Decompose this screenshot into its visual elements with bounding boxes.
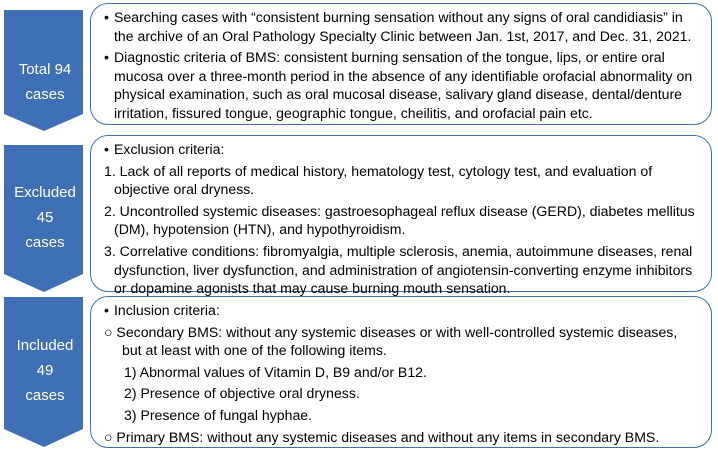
criteria-text: Diagnostic criteria of BMS: consistent burning sensation of the tongue, lips, or entire oral mucosa over a three-month period in the absence of any identifiable orofacial abnormality on physical examination, such as oral mucosal disease, salivary gland disease, dental/denture irritation, fissured tongue, geographic tongue, cheilitis, and orofacial pain etc. — [114, 49, 693, 121]
secondary-bms: ○ Secondary BMS: without any systemic diseases or with well-controlled systemic diseases, but at least with one of the following items. — [104, 323, 678, 359]
bullet-marker: • — [104, 9, 109, 25]
step-3-box — [90, 296, 712, 448]
bullet-marker: • — [104, 141, 109, 157]
exclusion-header-text: Exclusion criteria: — [114, 141, 225, 157]
step-1-label-line: Total 94 — [18, 61, 72, 78]
inclusion-header — [104, 301, 699, 320]
exclusion-item: 1. Lack of all reports of medical history, hematology test, cytology test, and evaluation of objective oral dryness. — [104, 162, 653, 198]
step-1-box — [90, 3, 712, 125]
step-2-box — [90, 135, 712, 297]
secondary-item: 1) Abnormal values of Vitamin D, B9 and/or B12. — [124, 363, 427, 380]
step-2-label-line: Excluded — [14, 184, 76, 201]
step-3-label — [10, 333, 80, 408]
exclusion-header — [104, 140, 699, 159]
exclusion-item: 3. Correlative conditions: fibromyalgia, multiple sclerosis, anemia, autoimmune diseases, renal dysfunction, liver dysfunction, and administration of angiotensin-converting enzyme inhibitors or dopamine agonists that may cause burning mouth sensation. — [104, 242, 693, 297]
step-3-label-line: cases — [25, 387, 65, 404]
primary-bms: ○ Primary BMS: without any systemic diseases and without any items in secondary BMS. — [104, 428, 660, 445]
step-2-label-line: 45 — [36, 209, 54, 226]
step-3-label-line: Included — [16, 337, 74, 354]
step-1-label — [10, 57, 80, 107]
step-2-label — [10, 180, 80, 255]
inclusion-header-text: Inclusion criteria: — [114, 302, 220, 318]
step-3-label-line: 49 — [36, 362, 54, 379]
step-1-label-line: cases — [25, 86, 65, 103]
secondary-item: 2) Presence of objective oral dryness. — [124, 385, 360, 402]
bullet-marker: • — [104, 302, 109, 318]
search-bullet — [104, 8, 699, 45]
exclusion-item: 2. Uncontrolled systemic diseases: gastroesophageal reflux disease (GERD), diabetes mellitus (DM), hypotension (HTN), and hypothyroidism. — [104, 202, 695, 238]
criteria-bullet — [104, 48, 699, 122]
search-text: Searching cases with “consistent burning sensation without any signs of oral candidiasis” in the archive of an Oral Pathology Specialty Clinic between Jan. 1st, 2017, and Dec. 31, 2021. — [114, 9, 692, 44]
bullet-marker: • — [104, 49, 109, 66]
secondary-item: 3) Presence of fungal hyphae. — [124, 406, 313, 423]
step-2-label-line: cases — [25, 234, 65, 251]
